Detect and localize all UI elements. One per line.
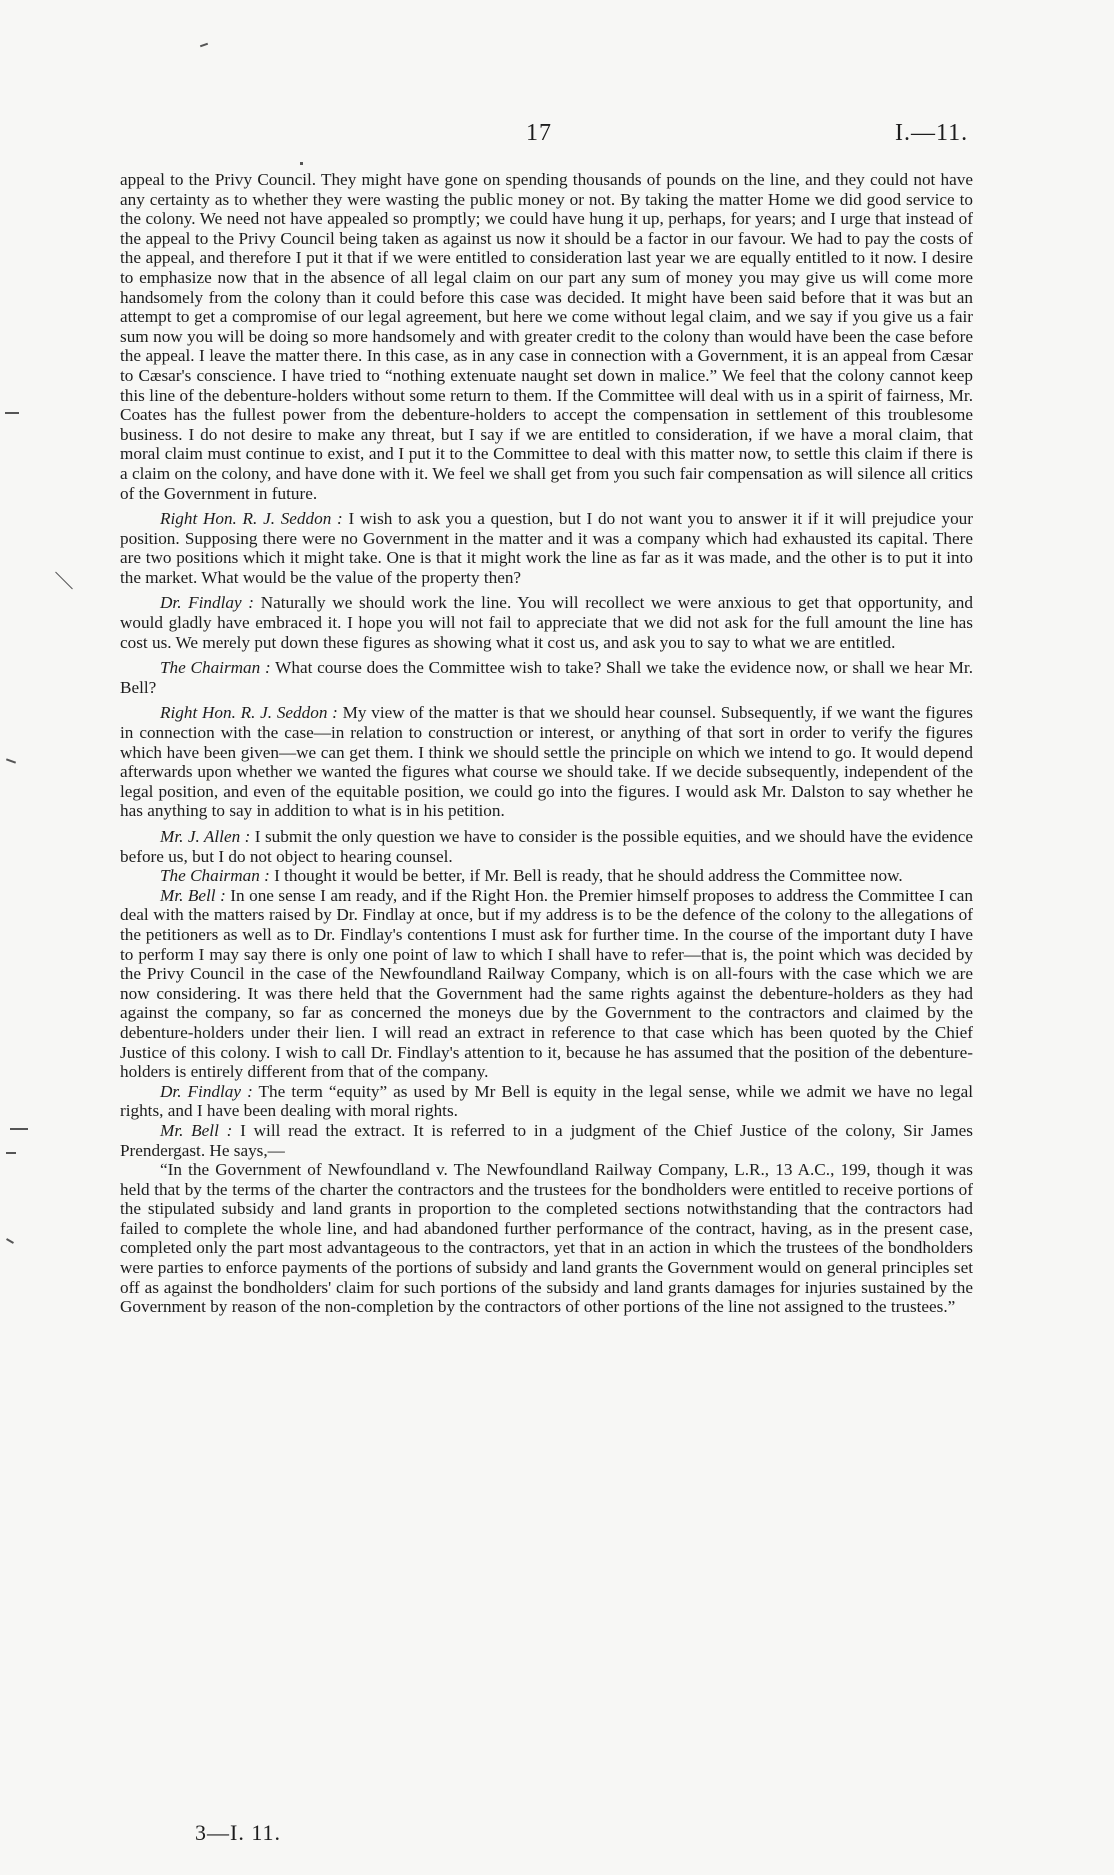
speech-text: The term “equity” as used by Mr Bell is equity in the legal sense, while we admit we have no legal rights, and I have been dealing with moral rights.	[120, 1081, 973, 1121]
paragraph	[120, 703, 973, 821]
speaker-name: Mr. Bell :	[160, 1120, 233, 1140]
speaker-name: Dr. Findlay :	[160, 593, 255, 613]
paragraph: appeal to the Privy Council. They might have gone on spending thousands of pounds on the line, and they could not have any certainty as to whether they were wasting the public money or not. By taking the matter Home we did good service to the colony. We need not have appealed so promptly; we could have hung it up, perhaps, for years; and I urge that instead of the appeal to the Privy Council being taken as against us now it should be a factor in our favour. We had to pay the costs of the appeal, and therefore I put it that if we were entitled to consideration last year we are equally entitled to it now. I desire to emphasize now that in the absence of all legal claim on our part any sum of money you may give us will come more handsomely from the colony than it could before this case was decided. It might have been said before that it was but an attempt to get a compromise of our legal agreement, but here we come without legal claim, and we say if you give us a fair sum now you will be doing so more handsomely and with greater credit to the colony than would have been the case before the appeal. I leave the matter there. In this case, as in any case in connection with a Government, it is an appeal from Cæsar to Cæsar's conscience. I have tried to “nothing extenuate naught set down in malice.” We feel that the colony cannot keep this line of the debenture-holders without some return to them. If the Committee will deal with us in a spirit of fairness, Mr. Coates has the fullest power from the debenture-holders to accept the compensation in settlement of this troublesome business. I do not desire to make any threat, but I say if we are entitled to consideration, if we have a moral claim, that moral claim must continue to exist, and I put it to the Committee to deal with this matter now, to settle this claim if there is a claim on the colony, and have done with it. We feel we shall get from you such fair compensation as will silence all critics of the Government in future.	[120, 170, 973, 503]
speech-text: My view of the matter is that we should hear counsel. Subsequently, if we want the figures in connection with the case—in relation to construction or interest, or anything of that sort in order to verify the figures which have been given—we can get them. I think we should settle the principle on which we intend to go. It would depend afterwards upon whether we wanted the figures what course we should take. If we decide subsequently, independent of the legal position, and even of the equitable position, we could go into the figures. I would ask Mr. Dalston to say whether he has anything to say in addition to what is in his petition.	[120, 703, 973, 821]
paragraph	[120, 1121, 973, 1160]
margin-mark	[6, 1238, 14, 1244]
speaker-name: Mr. Bell :	[160, 885, 226, 905]
margin-mark	[10, 1128, 28, 1130]
margin-mark	[5, 412, 19, 414]
document-signature: 3—I. 11.	[195, 1820, 282, 1845]
speaker-name: Right Hon. R. J. Seddon :	[160, 703, 338, 723]
page-number: 17	[526, 120, 552, 146]
speaker-name: The Chairman :	[160, 866, 270, 886]
document-body	[120, 170, 973, 1323]
margin-mark	[300, 162, 303, 165]
paragraph	[120, 1082, 973, 1121]
paragraph	[120, 886, 973, 1082]
paragraph	[120, 866, 973, 886]
paragraph	[120, 593, 973, 652]
speaker-name: Right Hon. R. J. Seddon :	[160, 509, 343, 529]
speech-text: I submit the only question we have to consider is the possible equities, and we should have the evidence before us, but I do not object to hearing counsel.	[120, 827, 973, 866]
speaker-name: The Chairman :	[160, 658, 271, 678]
quoted-extract: “In the Government of Newfoundland v. The Newfoundland Railway Company, L.R., 13 A.C., 199, though it was held that by the terms of the charter the contractors and the trustees for the bondholders were entitled to receive portions of the stipulated subsidy and land grants in proportion to the completed sections notwithstanding that the contractors had failed to complete the whole line, and had abandoned further performance of the contract, having, as in the present case, completed only the part most advantageous to the contractors, yet that in an action in which the trustees of the bondholders were parties to enforce payments of the portions of subsidy and land grants the Government would on general principles set off as against the bondholders' claim for such portions of the subsidy and land grants damages for injuries sustained by the Government by reason of the non-completion by the contractors of other portions of the line not assigned to the trustees.”	[120, 1160, 973, 1317]
speaker-name: Dr. Findlay :	[160, 1081, 253, 1101]
speaker-name: Mr. J. Allen :	[160, 827, 251, 846]
paragraph	[120, 658, 973, 697]
margin-mark	[6, 1152, 16, 1154]
margin-mark	[55, 572, 73, 590]
speech-text: I will read the extract. It is referred to in a judgment of the Chief Justice of the colony, Sir James Prendergast. He says,—	[120, 1120, 973, 1160]
speech-text: What course does the Committee wish to take? Shall we take the evidence now, or shall we hear Mr. Bell?	[120, 658, 973, 697]
margin-mark	[200, 43, 208, 48]
speech-text: In one sense I am ready, and if the Right Hon. the Premier himself proposes to address the Committee I can deal with the matters raised by Dr. Findlay at once, but if my address is to be the defence of the colony to the allegations of the petitioners as well as to Dr. Findlay's contentions I must ask for further time. In the course of the important duty I have to perform I may say there is only one point of law to which I shall have to refer—that is, the point which was decided by the Privy Council in the case of the Newfoundland Railway Company, which is on all-fours with the case which we are now considering. It was there held that the Government had the same rights against the debenture-holders as they had against the company, so far as concerned the moneys due by the Government to the contractors and claimed by the debenture-holders under their lien. I will read an extract in reference to that case which has been quoted by the Chief Justice of this colony. I wish to call Dr. Findlay's attention to it, because he has assumed that the position of the debenture-holders is entirely different from that of the company.	[120, 885, 973, 1082]
document-reference: I.—11.	[895, 120, 969, 146]
speech-text: Naturally we should work the line. You will recollect we were anxious to get that opportunity, and would gladly have embraced it. I hope you will not fail to appreciate that we did not ask for the full amount the line has cost us. We merely put down these figures as showing what it cost us, and ask you to say to what we are entitled.	[120, 593, 973, 652]
speech-text: I wish to ask you a question, but I do not want you to answer it if it will prejudice your position. Supposing there were no Government in the matter and it was a company which had exhausted its capital. There are two positions which it might take. One is that it might work the line as far as it was made, and the other is to put it into the market. What would be the value of the property then?	[120, 509, 973, 587]
paragraph	[120, 827, 973, 866]
paragraph	[120, 509, 973, 587]
speech-text: I thought it would be better, if Mr. Bell is ready, that he should address the Committee now.	[269, 866, 903, 886]
margin-mark	[6, 758, 16, 763]
